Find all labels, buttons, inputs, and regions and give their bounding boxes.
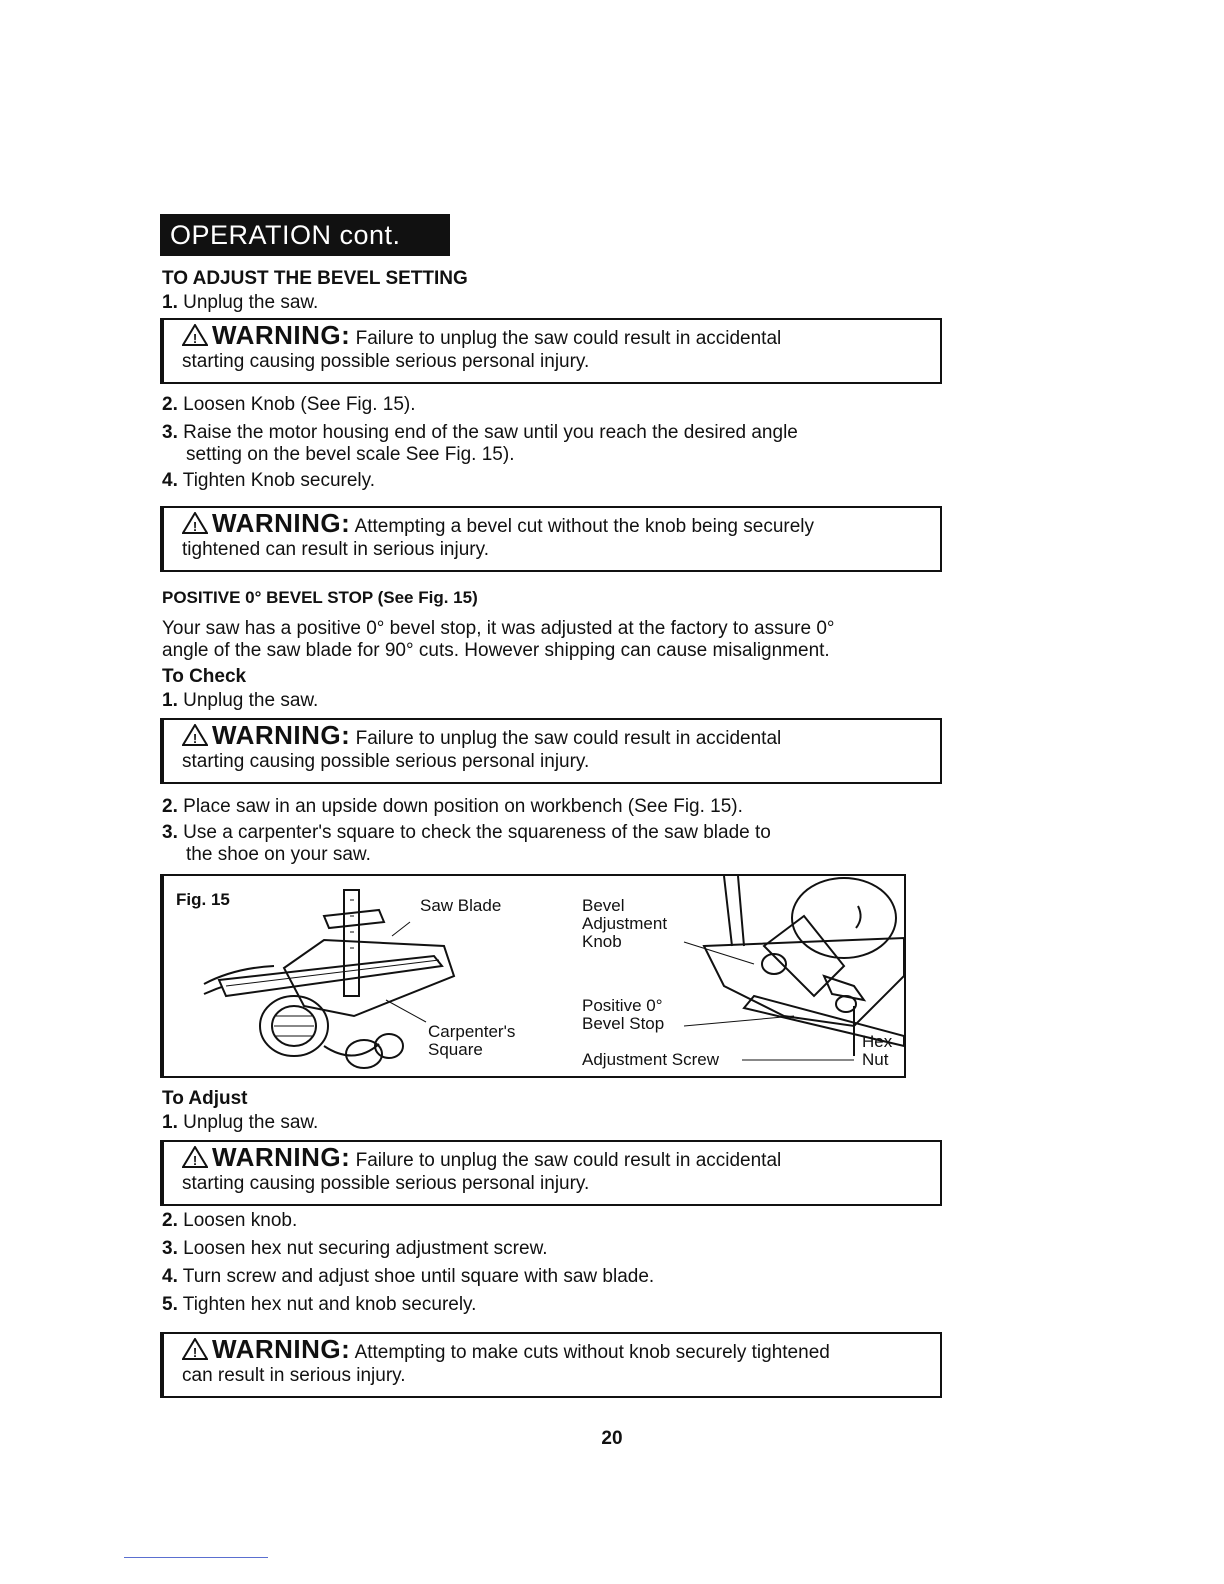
positive-stop-paragraph-line-2: angle of the saw blade for 90° cuts. However shipping can cause misalignment. <box>162 640 830 661</box>
svg-text:!: ! <box>192 519 198 534</box>
warning-box-5: ! WARNING: Attempting to make cuts without knob securely tightened can result in serious injury. <box>160 1332 942 1398</box>
figure-title: Fig. 15 <box>176 890 230 909</box>
section-banner: OPERATION cont. <box>160 214 450 256</box>
to-check-heading: To Check <box>162 666 247 687</box>
svg-text:!: ! <box>192 1345 198 1360</box>
svg-text:!: ! <box>192 731 198 746</box>
warning-box-1: ! WARNING: Failure to unplug the saw could result in accidental starting causing possible serious personal injury. <box>160 318 942 384</box>
step-c5: 5. Tighten hex nut and knob securely. <box>162 1294 477 1315</box>
step-c3: 3. Loosen hex nut securing adjustment screw. <box>162 1238 548 1259</box>
label-knob: Knob <box>582 932 622 951</box>
step-c2: 2. Loosen knob. <box>162 1210 298 1231</box>
step-a3: 3. Raise the motor housing end of the saw until you reach the desired angle <box>162 422 798 443</box>
label-positive: Positive 0° <box>582 996 663 1015</box>
step-a4: 4. Tighten Knob securely. <box>162 470 376 491</box>
step-b3-cont: the shoe on your saw. <box>186 844 371 865</box>
warning-triangle-icon <box>182 1146 208 1173</box>
step-a2: 2. Loosen Knob (See Fig. 15). <box>162 394 416 415</box>
svg-text:!: ! <box>192 331 198 346</box>
svg-text:!: ! <box>192 1153 198 1168</box>
step-c4: 4. Turn screw and adjust shoe until square with saw blade. <box>162 1266 655 1287</box>
warning-box-3: ! WARNING: Failure to unplug the saw could result in accidental starting causing possible serious personal injury. <box>160 718 942 784</box>
warning-box-4: ! WARNING: Failure to unplug the saw could result in accidental starting causing possible serious personal injury. <box>160 1140 942 1206</box>
warning-triangle-icon <box>182 324 208 351</box>
label-adjustment-screw: Adjustment Screw <box>582 1050 719 1069</box>
bottom-divider <box>124 1557 268 1558</box>
step-b1: 1. Unplug the saw. <box>162 690 319 711</box>
figure-illustration <box>164 876 906 1076</box>
label-saw-blade: Saw Blade <box>420 896 502 915</box>
label-adjustment: Adjustment <box>582 914 668 933</box>
step-b3: 3. Use a carpenter's square to check the squareness of the saw blade to <box>162 822 771 843</box>
warning-triangle-icon <box>182 512 208 539</box>
warning-triangle-icon <box>182 724 208 751</box>
warning-triangle-icon <box>182 1338 208 1365</box>
label-square: Square <box>428 1040 483 1059</box>
step-b2: 2. Place saw in an upside down position on workbench (See Fig. 15). <box>162 796 743 817</box>
positive-stop-heading: POSITIVE 0° BEVEL STOP (See Fig. 15) <box>162 588 478 607</box>
label-carpenters: Carpenter's <box>428 1022 516 1041</box>
warning-box-2: ! WARNING: Attempting a bevel cut without the knob being securely tightened can result in serious injury. <box>160 506 942 572</box>
step-a3-cont: setting on the bevel scale See Fig. 15). <box>186 444 515 465</box>
label-bevel-stop: Bevel Stop <box>582 1014 665 1033</box>
to-adjust-heading: To Adjust <box>162 1088 248 1109</box>
page-number: 20 <box>601 1428 623 1449</box>
label-bevel: Bevel <box>582 896 625 915</box>
step-c1: 1. Unplug the saw. <box>162 1112 319 1133</box>
label-hex: Hex <box>862 1032 893 1051</box>
label-nut: Nut <box>862 1050 889 1069</box>
positive-stop-paragraph-line-1: Your saw has a positive 0° bevel stop, it was adjusted at the factory to assure 0° <box>162 618 835 639</box>
section-heading: TO ADJUST THE BEVEL SETTING <box>162 268 468 289</box>
figure-15 <box>160 874 906 1078</box>
step-a1: 1. Unplug the saw. <box>162 292 319 313</box>
